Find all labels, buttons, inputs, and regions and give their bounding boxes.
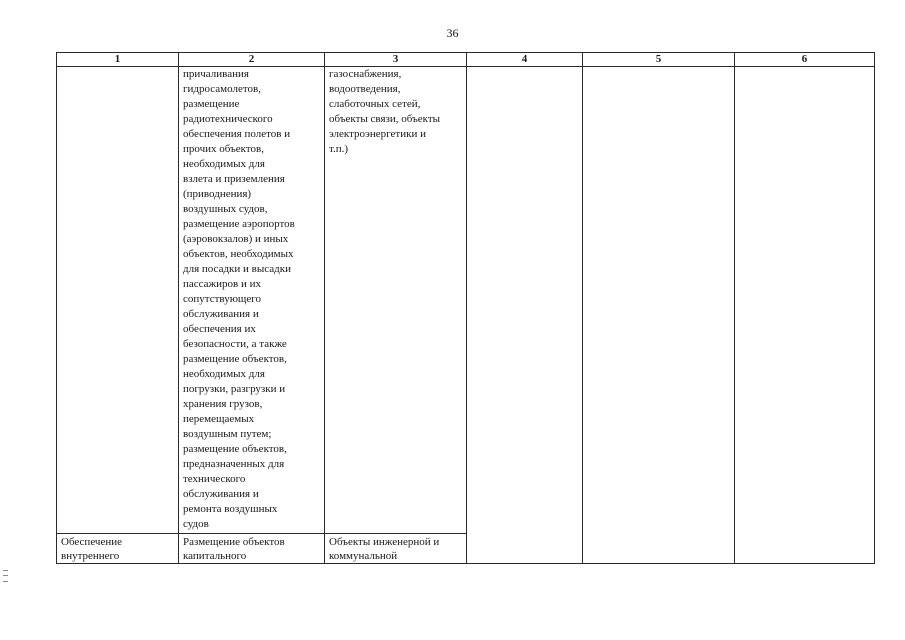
column-header-3: 3 <box>325 53 467 67</box>
column-header-5: 5 <box>583 53 735 67</box>
column-header-1: 1 <box>57 53 179 67</box>
cell-text: газоснабжения, водоотведения, слаботочных сетей, объекты связи, объекты электроэнергетики и т.п.) <box>329 68 441 155</box>
margin-mark <box>3 570 8 582</box>
table-cell <box>735 67 875 564</box>
cell-text: Размещение объектов капитального <box>183 536 285 562</box>
cell-text: Объекты инженерной и коммунальной <box>329 536 440 562</box>
table-cell <box>325 534 467 564</box>
cell-text: причаливания гидросамолетов, размещение радиотехнического обеспечения полетов и прочих объектов, необходимых для взлета и приземления (приводнения) воздушных судов, размещение аэропортов (аэровокзалов) и иных объектов, необходимых для посадки и высадки пассажиров и их сопутствующего обслуживания и обеспечения их безопасности, а также размещение объектов, необходимых для погрузки, разгрузки и хранения грузов, перемещаемых воздушным путем; размещение объектов, предназначенных для технического обслуживания и ремонта воздушных судов <box>183 68 295 530</box>
table-cell <box>467 67 583 564</box>
table-cell <box>325 67 467 534</box>
table-cell <box>179 534 325 564</box>
table-cell <box>583 67 735 564</box>
table-cell <box>179 67 325 534</box>
page-number: 36 <box>446 26 459 40</box>
column-header-6: 6 <box>735 53 875 67</box>
column-header-2: 2 <box>179 53 325 67</box>
table-row <box>57 67 875 534</box>
table-cell <box>57 67 179 534</box>
land-use-table <box>56 52 875 564</box>
cell-text: Обеспечение внутреннего <box>61 536 122 562</box>
table-header-row <box>57 53 875 67</box>
table-cell <box>57 534 179 564</box>
column-header-4: 4 <box>467 53 583 67</box>
